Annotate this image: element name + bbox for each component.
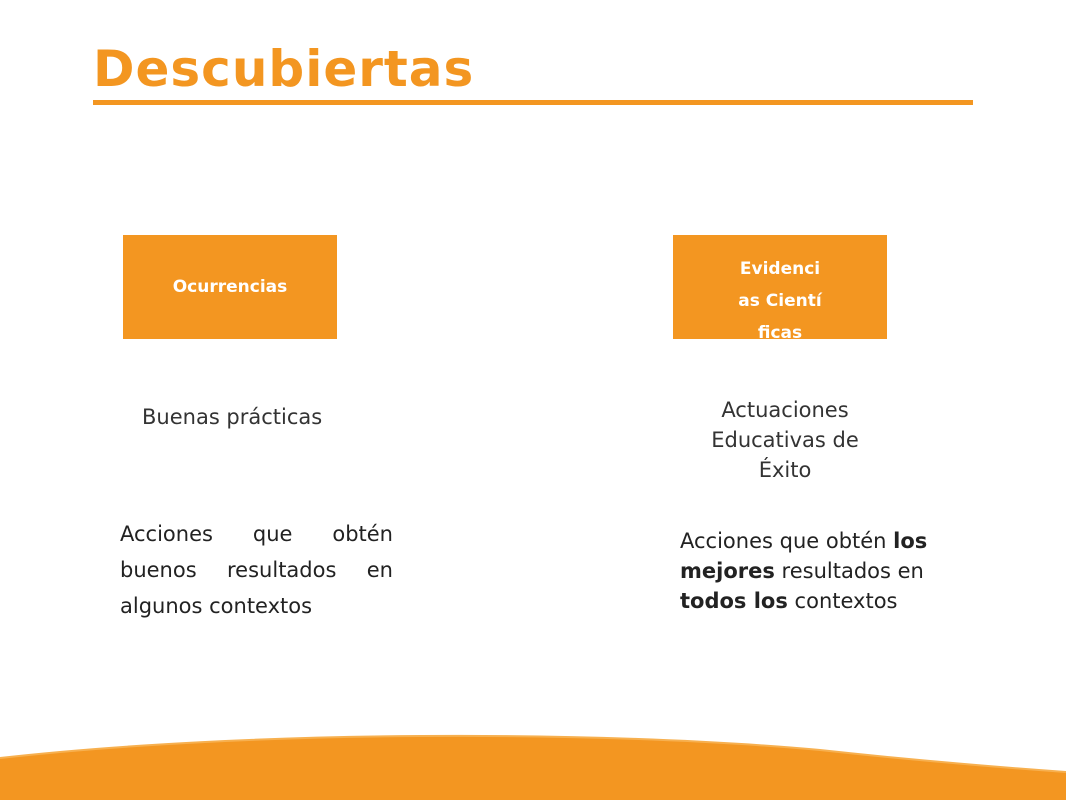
right-description <box>680 526 940 616</box>
right-desc-bold2: todos los <box>680 589 788 613</box>
evidencias-box <box>673 235 887 339</box>
left-description: Acciones que obtén buenos resultados en algunos contextos <box>120 522 393 618</box>
right-desc-bold1: los mejores <box>680 529 928 583</box>
actuaciones-subtitle: Actuaciones Educativas de Éxito <box>711 398 859 482</box>
orange-wave-decoration <box>0 700 1066 800</box>
right-desc-part3: contextos <box>787 589 898 613</box>
page-title: Descubiertas <box>93 38 973 105</box>
right-desc-part1: Acciones que obtén <box>680 529 894 553</box>
right-desc-part2: resultados en <box>774 559 924 583</box>
ocurrencias-label: Ocurrencias <box>172 277 288 297</box>
buenas-practicas-subtitle: Buenas prácticas <box>142 405 323 429</box>
ocurrencias-box <box>123 235 337 339</box>
evidencias-label: Evidencias Científicas <box>738 259 822 339</box>
